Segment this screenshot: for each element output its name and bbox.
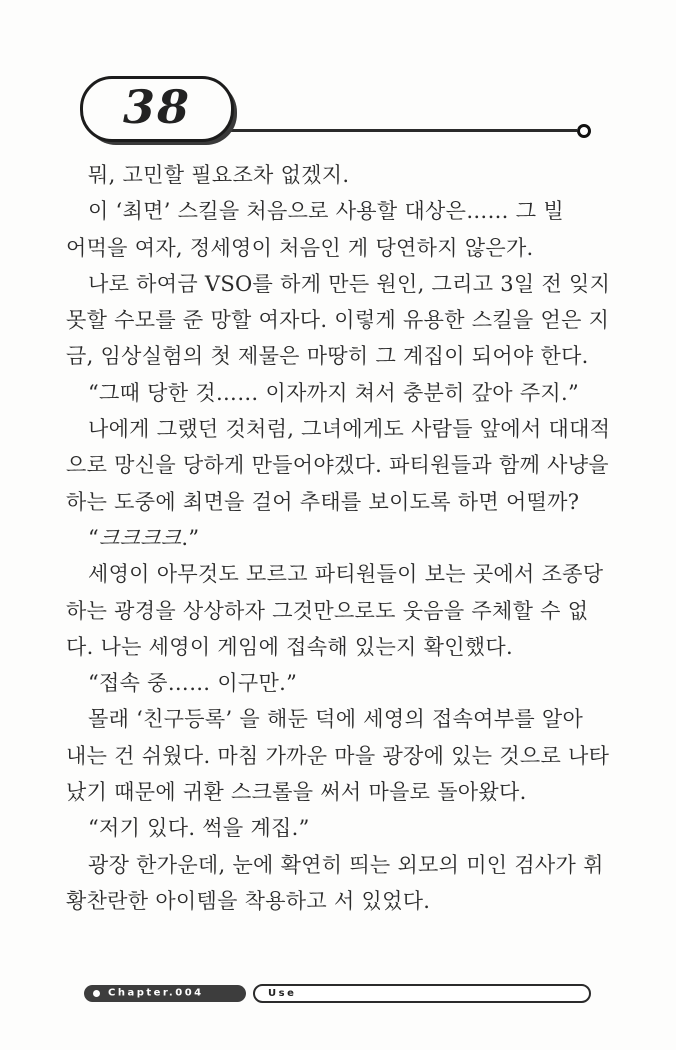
text-line	[66, 556, 612, 592]
page-number: 38	[122, 80, 191, 134]
text-line	[66, 157, 612, 193]
text-line	[66, 665, 612, 701]
text-run: 황찬란한 아이템을 착용하고 서 있었다.	[66, 888, 431, 913]
text-run: “저기 있다. 썩을 계집.”	[88, 816, 310, 841]
text-line	[66, 302, 612, 338]
text-run: 이 ‘최면’ 스킬을 처음으로 사용할 대상은…… 그 빌	[88, 199, 564, 224]
text-run: 뭐, 고민할 필요조차 없겠지.	[88, 163, 350, 187]
text-run: 났기 때문에 귀환 스크롤을 써서 마을로 돌아왔다.	[66, 780, 527, 805]
text-line	[66, 411, 612, 447]
text-run: 금, 임상실험의 첫 제물은 마땅히 그 계집이 되어야 한다.	[66, 344, 589, 369]
text-line	[66, 810, 612, 846]
text-run: 다. 나는 세영이 게임에 접속해 있는지 확인했다.	[66, 634, 513, 659]
emphasized-text-run: 크크크크	[99, 525, 182, 550]
chapter-badge	[84, 985, 246, 1002]
bullet-dot-icon	[93, 990, 100, 997]
text-run: .”	[181, 525, 200, 550]
text-run: 광장 한가운데, 눈에 확연히 띄는 외모의 미인 검사가 휘	[88, 852, 604, 877]
text-line	[66, 629, 612, 665]
text-run: “그때 당한 것…… 이자까지 쳐서 충분히 갚아 주지.”	[88, 380, 580, 405]
text-line	[66, 447, 612, 483]
text-line	[66, 193, 612, 229]
text-run: 못할 수모를 준 망할 여자다. 이렇게 유용한 스킬을 얻은 지	[66, 308, 610, 333]
header-rule-end-ring-icon	[577, 124, 591, 138]
page-number-badge	[80, 76, 234, 142]
text-run: 세영이 아무것도 모르고 파티원들이 보는 곳에서 조종당	[88, 562, 604, 587]
text-run: “	[88, 525, 100, 550]
text-run: “접속 중…… 이구만.”	[88, 671, 298, 696]
text-line	[66, 375, 612, 411]
text-run: 어먹을 여자, 정세영이 처음인 게 당연하지 않은가.	[66, 235, 534, 260]
text-line	[66, 338, 612, 374]
text-line	[66, 266, 612, 302]
text-run: 나로 하여금 VSO를 하게 만든 원인, 그리고 3일 전 잊지	[88, 271, 611, 296]
text-line	[66, 520, 612, 556]
text-line	[66, 738, 612, 774]
text-line	[66, 484, 612, 520]
header-rule-line	[225, 129, 577, 132]
text-run: 하는 도중에 최면을 걸어 추태를 보이도록 하면 어떨까?	[66, 489, 580, 514]
text-run: 하는 광경을 상상하자 그것만으로도 웃음을 주체할 수 없	[66, 598, 589, 623]
text-line	[66, 593, 612, 629]
text-run: 으로 망신을 당하게 만들어야겠다. 파티원들과 함께 사냥을	[66, 453, 609, 478]
chapter-label: Chapter.004	[108, 987, 204, 999]
text-run: 몰래 ‘친구등록’ 을 해둔 덕에 세영의 접속여부를 알아	[88, 707, 584, 732]
text-line	[66, 230, 612, 266]
text-line	[66, 847, 612, 883]
text-run: 내는 건 쉬웠다. 마침 가까운 마을 광장에 있는 것으로 나타	[66, 743, 610, 768]
text-run: 나에게 그랬던 것처럼, 그녀에게도 사람들 앞에서 대대적	[88, 417, 611, 442]
section-badge	[253, 984, 591, 1003]
text-line	[66, 774, 612, 810]
body-text	[66, 157, 612, 919]
text-line	[66, 701, 612, 737]
section-label: Use	[268, 988, 297, 999]
text-line	[66, 883, 612, 919]
